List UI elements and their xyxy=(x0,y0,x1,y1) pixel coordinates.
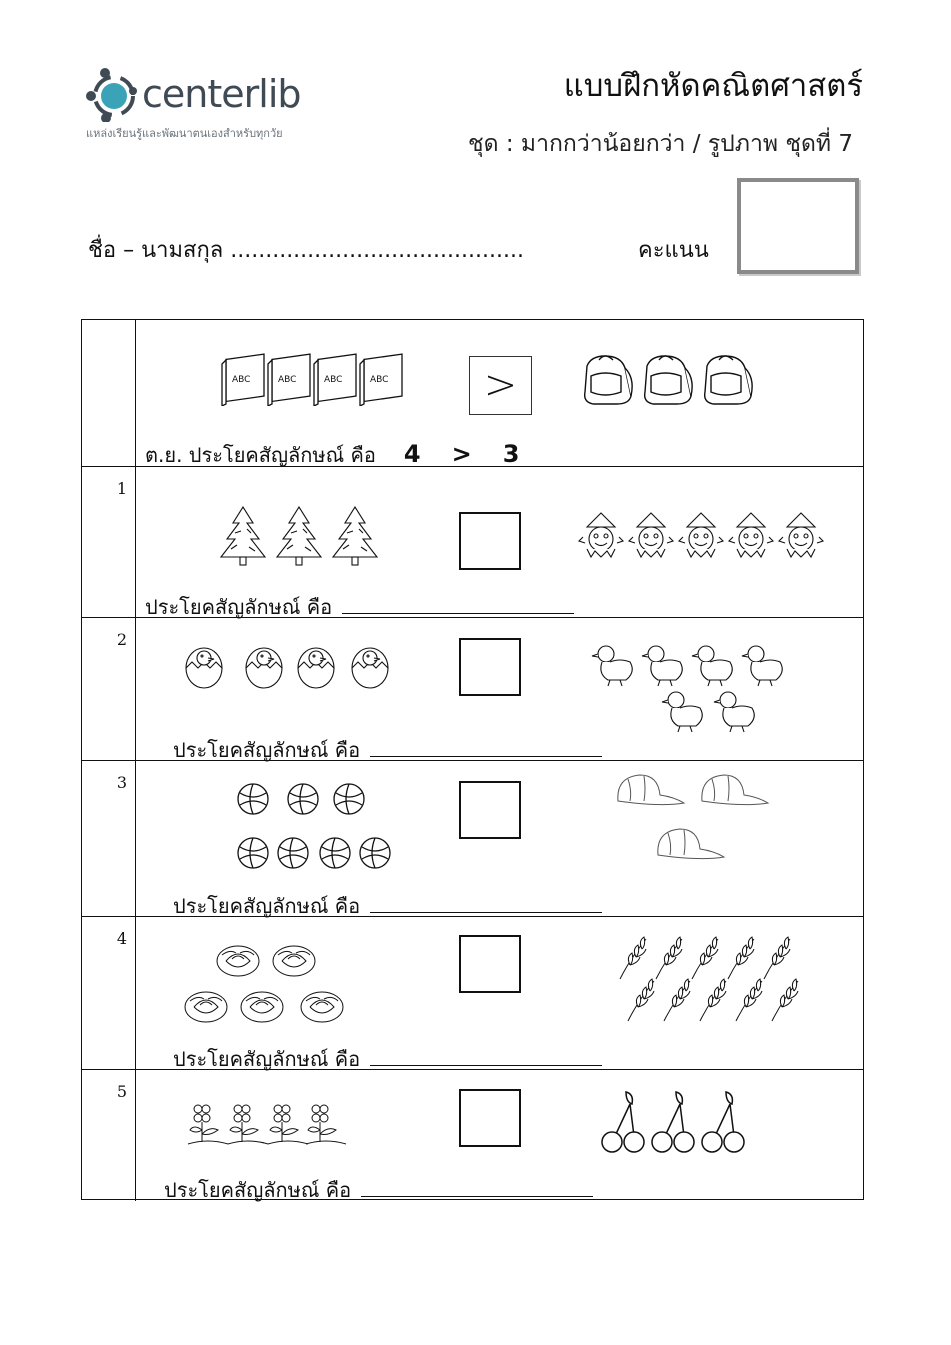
number-cell xyxy=(82,467,136,617)
backpack-icon xyxy=(579,350,759,406)
svg-text:ABC: ABC xyxy=(278,375,297,385)
sentence-label: ประโยคสัญลักษณ์ คือ xyxy=(173,894,361,918)
svg-text:ABC: ABC xyxy=(232,375,251,385)
number-cell xyxy=(82,917,136,1069)
exercise-row-2 xyxy=(82,618,863,761)
example-row xyxy=(82,320,863,467)
number-cell xyxy=(82,618,136,760)
answer-line[interactable] xyxy=(370,739,602,757)
clown-face-icon xyxy=(575,509,827,559)
logo-molecule-icon xyxy=(84,66,140,122)
example-symbol-box: > xyxy=(469,356,532,415)
answer-box[interactable] xyxy=(459,638,521,696)
row-number: 3 xyxy=(116,773,127,792)
answer-box[interactable] xyxy=(459,781,521,839)
flower-icon xyxy=(186,1102,348,1148)
answer-line[interactable] xyxy=(370,895,602,913)
row-number: 2 xyxy=(116,630,127,649)
sentence-label: ประโยคสัญลักษณ์ คือ xyxy=(173,1047,361,1071)
row-4-right-pictures xyxy=(614,933,804,1025)
cherry-icon xyxy=(596,1086,746,1154)
sentence-label: ประโยคสัญลักษณ์ คือ xyxy=(173,738,361,762)
svg-text:ABC: ABC xyxy=(370,375,389,385)
example-right-pictures xyxy=(579,350,759,406)
row-3-left-pictures xyxy=(235,781,397,871)
worksheet-title: แบบฝึกหัดคณิตศาสตร์ xyxy=(563,68,863,104)
row-1-right-pictures xyxy=(575,509,827,559)
row-1-left-pictures xyxy=(215,505,385,567)
tree-icon xyxy=(215,505,385,567)
example-sentence-label: ต.ย. ประโยคสัญลักษณ์ คือ xyxy=(145,443,376,467)
answer-box[interactable] xyxy=(459,935,521,993)
row-4-left-pictures xyxy=(182,943,348,1027)
sentence-label: ประโยคสัญลักษณ์ คือ xyxy=(145,595,333,619)
number-cell xyxy=(82,761,136,916)
duckling-icon xyxy=(590,640,790,736)
wheat-icon xyxy=(614,933,804,1025)
number-cell xyxy=(82,320,136,466)
exercise-row-5 xyxy=(82,1070,863,1201)
exercise-row-1 xyxy=(82,467,863,618)
rose-icon xyxy=(182,943,348,1027)
logo-tagline: แหล่งเรียนรู้และพัฒนาตนเองสำหรับทุกวัย xyxy=(86,127,283,140)
book-icon xyxy=(220,350,405,406)
example-answer: 4 > 3 xyxy=(403,440,521,468)
sentence-label: ประโยคสัญลักษณ์ คือ xyxy=(164,1178,352,1202)
answer-line[interactable] xyxy=(361,1179,593,1197)
row-number: 1 xyxy=(116,479,127,498)
logo xyxy=(84,66,344,146)
row-5-sentence xyxy=(164,1174,593,1206)
worksheet-subtitle: ชุด : มากกว่าน้อยกว่า / รูปภาพ ชุดที่ 7 xyxy=(468,131,853,157)
row-3-right-pictures xyxy=(612,769,774,865)
exercise-row-4 xyxy=(82,917,863,1070)
example-left-pictures xyxy=(220,350,405,406)
row-5-left-pictures xyxy=(186,1102,348,1148)
exercise-row-3 xyxy=(82,761,863,917)
row-2-right-pictures xyxy=(590,640,790,736)
score-label: คะแนน xyxy=(638,238,709,263)
score-box[interactable] xyxy=(737,178,859,274)
answer-line[interactable] xyxy=(370,1048,602,1066)
answer-box[interactable] xyxy=(459,512,521,570)
row-5-right-pictures xyxy=(596,1086,746,1154)
svg-text:ABC: ABC xyxy=(324,375,343,385)
cap-icon xyxy=(612,769,774,865)
chick-in-egg-icon xyxy=(182,642,394,692)
exercise-table xyxy=(81,319,864,1200)
answer-line[interactable] xyxy=(342,596,574,614)
answer-box[interactable] xyxy=(459,1089,521,1147)
number-cell xyxy=(82,1070,136,1201)
name-field[interactable]: ชื่อ – นามสกุล .......................................... xyxy=(88,238,524,263)
row-number: 5 xyxy=(116,1082,127,1101)
logo-wordmark: centerlib xyxy=(142,72,301,116)
row-2-left-pictures xyxy=(182,642,394,692)
row-number: 4 xyxy=(116,929,127,948)
ball-icon xyxy=(235,781,397,871)
